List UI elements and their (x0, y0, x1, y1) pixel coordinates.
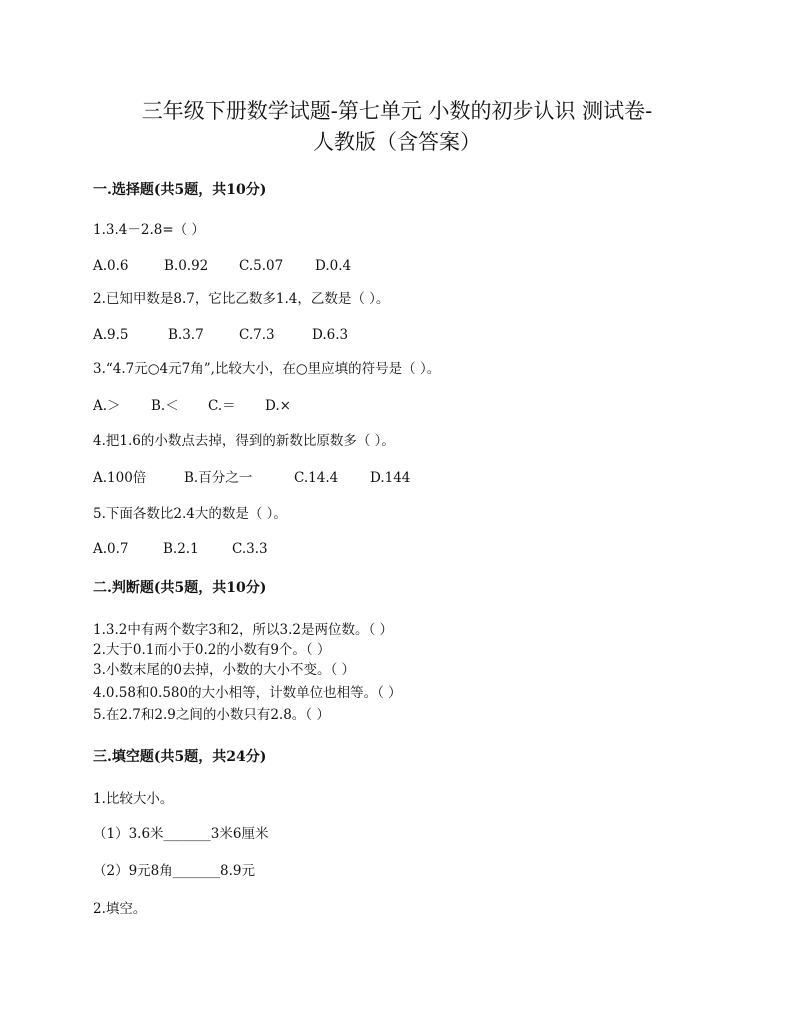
question-4: 4.把1.6的小数点去掉，得到的新数比原数多（ ）。 (93, 433, 395, 449)
judgement-item-4: 4.0.58和0.580的大小相等，计数单位也相等。（ ） (93, 685, 402, 701)
q2-option-d: D.6.3 (312, 327, 349, 343)
q5-option-a: A.0.7 (93, 541, 129, 557)
section-heading-choice: 一.选择题(共5题，共10分) (93, 182, 267, 198)
fill-question-2: 2.填空。 (93, 901, 147, 917)
fill-question-1-part-2: （2）9元8角_______8.9元 (93, 863, 255, 879)
question-3: 3.“4.7元○4元7角”,比较大小，在○里应填的符号是（ ）。 (93, 361, 441, 377)
q1-option-d: D.0.4 (315, 258, 352, 274)
fill-question-1: 1.比较大小。 (93, 791, 174, 807)
q1-option-b: B.0.92 (164, 258, 209, 274)
document-title-line-1: 三年级下册数学试题-第七单元 小数的初步认识 测试卷- (141, 99, 653, 123)
question-1: 1.3.4－2.8=（ ） (93, 222, 205, 238)
q2-option-b: B.3.7 (168, 327, 204, 343)
judgement-item-3: 3.小数末尾的0去掉，小数的大小不变。（ ） (93, 662, 356, 678)
q2-option-a: A.9.5 (93, 327, 129, 343)
question-2: 2.已知甲数是8.7，它比乙数多1.4，乙数是（ ）。 (93, 291, 390, 307)
document-title-line-2: 人教版（含答案） (313, 130, 481, 154)
q3-option-d: D.× (265, 398, 291, 414)
q1-option-c: C.5.07 (239, 258, 284, 274)
judgement-item-2: 2.大于0.1而小于0.2的小数有9个。（ ） (93, 642, 331, 658)
question-5: 5.下面各数比2.4大的数是（ ）。 (93, 506, 287, 522)
q4-option-c: C.14.4 (294, 470, 339, 486)
q4-option-d: D.144 (370, 470, 411, 486)
section-heading-fill: 三.填空题(共5题，共24分) (93, 749, 267, 765)
q1-option-a: A.0.6 (93, 258, 129, 274)
fill-question-1-part-1: （1）3.6米_______3米6厘米 (93, 826, 269, 842)
judgement-item-1: 1.3.2中有两个数字3和2，所以3.2是两位数。（ ） (93, 622, 394, 638)
q3-option-a: A.＞ (93, 398, 121, 414)
q4-option-b: B.百分之一 (184, 470, 253, 486)
q2-option-c: C.7.3 (239, 327, 275, 343)
q3-option-c: C.＝ (208, 398, 236, 414)
judgement-item-5: 5.在2.7和2.9之间的小数只有2.8。（ ） (93, 707, 330, 723)
q5-option-c: C.3.3 (232, 541, 268, 557)
q4-option-a: A.100倍 (93, 470, 147, 486)
section-heading-judgement: 二.判断题(共5题，共10分) (93, 580, 267, 596)
q3-option-b: B.＜ (151, 398, 179, 414)
q5-option-b: B.2.1 (163, 541, 199, 557)
